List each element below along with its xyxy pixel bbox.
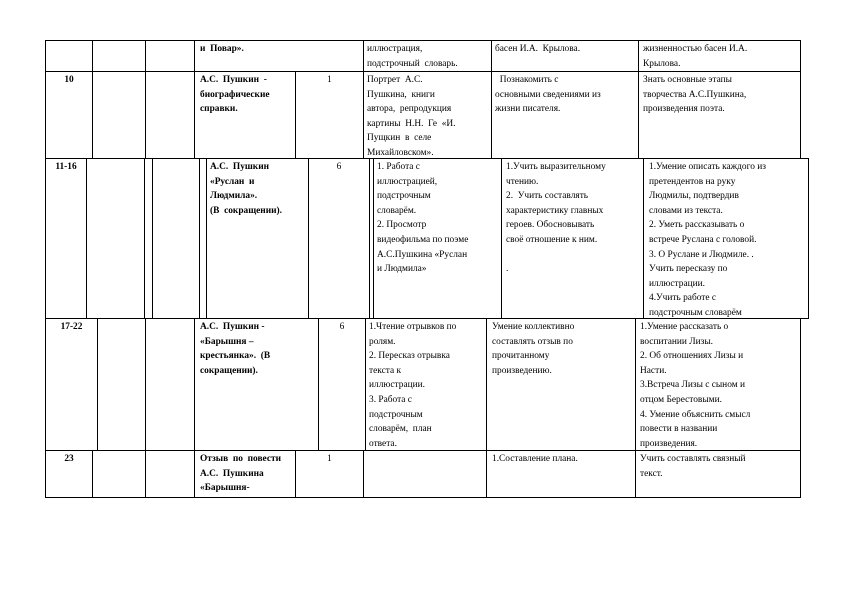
column-divider (491, 41, 492, 71)
column-divider (194, 72, 195, 158)
topic-cell: А.С. Пушкин - «Барышня – крестьянка». (В сокращении). (200, 322, 271, 376)
column-divider (145, 41, 146, 71)
lesson-number-cell: 10 (64, 75, 74, 85)
activities-cell: Портрет А.С. Пушкина, книги автора, репродукция картины Н.Н. Ге «И. Пущкин в селе Михайловском». (367, 75, 456, 158)
column-divider (486, 451, 487, 497)
column-divider (638, 72, 639, 158)
column-divider (194, 41, 195, 71)
column-divider (92, 72, 93, 158)
column-divider (206, 159, 207, 318)
column-divider (97, 319, 98, 450)
hours-cell: 6 (339, 322, 345, 332)
outcomes-cell: 1.Умение рассказать о воспитании Лизы. 2. Об отношениях Лизы и Насти. 3.Встреча Лизы с сыном и отцом Берестовыми. 4. Умение объяснить смысл повести в названии произведения. (640, 322, 751, 449)
column-divider (373, 159, 374, 318)
topic-cell: А.С. Пушкин «Руслан и Людмила». (В сокращении). (210, 162, 282, 216)
topic-cell: и Повар». (200, 44, 244, 54)
activities-cell: 1. Работа с иллюстрацией, подстрочным словарём. 2. Просмотр видеофильма по поэме А.С.Пушкина «Руслан и Людмила» (377, 162, 469, 275)
column-divider (501, 159, 502, 318)
column-divider (365, 319, 366, 450)
column-divider (363, 451, 364, 497)
table-row (45, 158, 809, 319)
column-divider (194, 451, 195, 497)
column-divider (363, 41, 364, 71)
column-divider (152, 159, 153, 318)
objectives-cell: 1.Учить выразительному чтению. 2. Учить составлять характеристику главных героев. Обосновывать своё отношение к ним. . (506, 162, 606, 275)
objectives-cell: 1.Составление плана. (492, 454, 578, 464)
column-divider (635, 451, 636, 497)
lesson-number-cell: 11-16 (55, 162, 77, 172)
column-divider (643, 159, 644, 318)
table-row (45, 40, 801, 72)
column-divider (308, 159, 309, 318)
column-divider (144, 159, 145, 318)
column-divider (363, 72, 364, 158)
topic-cell: А.С. Пушкин - биографические справки. (200, 75, 270, 115)
column-divider (638, 41, 639, 71)
column-divider (199, 159, 200, 318)
hours-cell: 1 (327, 75, 332, 85)
column-divider (369, 159, 370, 318)
outcomes-cell: жизненностью басен И.А. Крылова. (643, 44, 748, 69)
hours-cell: 1 (327, 454, 332, 464)
objectives-cell: басен И.А. Крылова. (495, 44, 581, 54)
hours-cell: 6 (336, 162, 342, 172)
table-row (45, 318, 801, 451)
column-divider (194, 319, 195, 450)
column-divider (491, 72, 492, 158)
outcomes-cell: 1.Умение описать каждого из претендентов на руку Людмилы, подтвердив словами из текста. 2. Уметь рассказывать о встрече Руслана с головой. 3. О Руслане и Людмиле. . Учить пересказу по иллюстрации. 4.Учить работе с подстрочным словарём (649, 162, 766, 318)
outcomes-cell: Знать основные этапы творчества А.С.Пушкина, произведения поэта. (643, 75, 747, 115)
activities-cell: 1.Чтение отрывков по ролям. 2. Пересказ отрывка текста к иллюстрации. 3. Работа с подстрочным словарём, план ответа. (369, 322, 457, 449)
lesson-number-cell: 23 (64, 454, 74, 464)
lesson-number-cell: 17-22 (60, 322, 83, 332)
column-divider (145, 451, 146, 497)
column-divider (86, 159, 87, 318)
column-divider (635, 319, 636, 450)
column-divider (145, 319, 146, 450)
objectives-cell: Познакомить с основными сведениями из жизни писателя. (495, 75, 601, 115)
activities-cell: иллюстрация, подстрочный словарь. (367, 44, 458, 69)
column-divider (92, 451, 93, 497)
outcomes-cell: Учить составлять связный текст. (640, 454, 746, 479)
objectives-cell: Умение коллективно составлять отзыв по прочитанному произведению. (492, 322, 575, 376)
topic-cell: Отзыв по повести А.С. Пушкина «Барышня- (200, 454, 281, 494)
column-divider (486, 319, 487, 450)
table-row (45, 450, 801, 498)
column-divider (318, 319, 319, 450)
column-divider (92, 41, 93, 71)
column-divider (145, 72, 146, 158)
table-row (45, 71, 801, 159)
